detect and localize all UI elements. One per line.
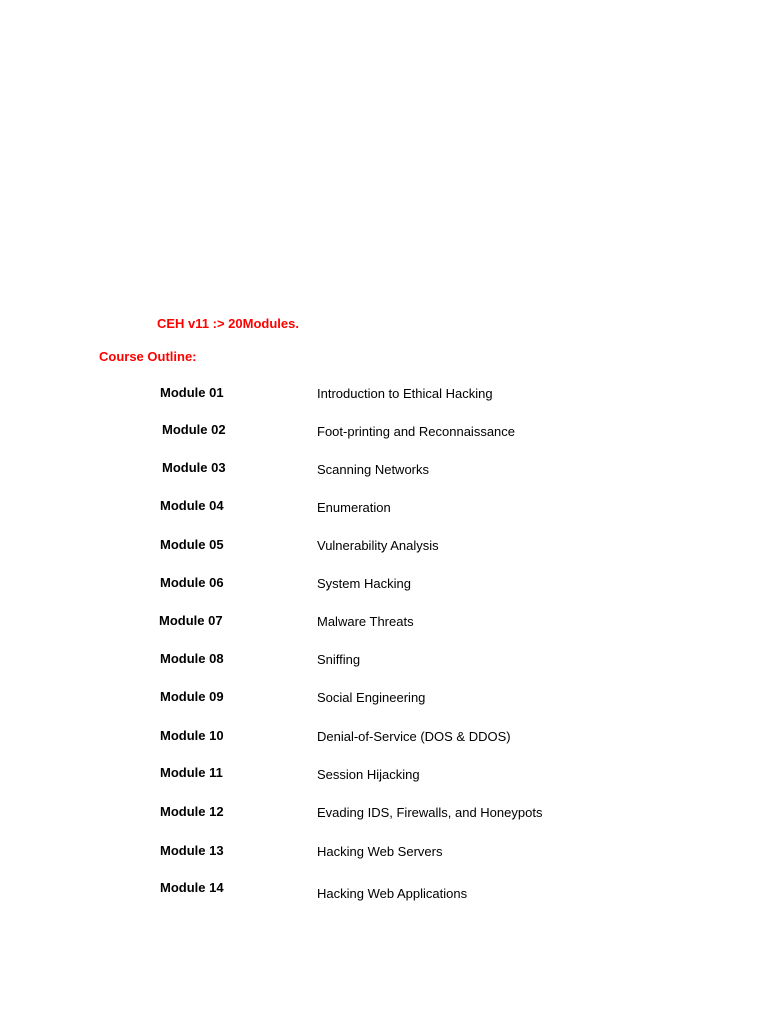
module-number: Module 01 (160, 385, 224, 400)
module-number: Module 04 (160, 498, 224, 513)
module-number: Module 07 (159, 613, 223, 628)
module-number: Module 03 (162, 460, 226, 475)
module-number: Module 12 (160, 804, 224, 819)
module-title: Foot-printing and Reconnaissance (317, 424, 516, 439)
module-row (0, 385, 768, 405)
module-title: Session Hijacking (317, 767, 420, 782)
module-number: Module 06 (160, 575, 224, 590)
module-row (0, 537, 768, 557)
module-row (0, 880, 768, 900)
module-number: Module 14 (160, 880, 224, 895)
module-number: Module 09 (160, 689, 224, 704)
module-row (0, 460, 768, 480)
module-title: Social Engineering (317, 690, 426, 705)
module-title: Denial-of-Service (DOS & DDOS) (317, 729, 511, 744)
module-title: Evading IDS, Firewalls, and Honeypots (317, 805, 543, 820)
module-row (0, 728, 768, 748)
module-row (0, 843, 768, 863)
module-row (0, 575, 768, 595)
module-title: Sniffing (317, 652, 361, 667)
module-title: Vulnerability Analysis (317, 538, 439, 553)
module-title: Hacking Web Servers (317, 844, 443, 859)
module-number: Module 13 (160, 843, 224, 858)
module-title: Scanning Networks (317, 462, 429, 477)
module-number: Module 10 (160, 728, 224, 743)
course-outline-label: Course Outline: (99, 349, 197, 364)
document-title: CEH v11 :> 20Modules. (157, 316, 299, 331)
module-title: System Hacking (317, 576, 411, 591)
module-title: Malware Threats (317, 614, 414, 629)
module-number: Module 08 (160, 651, 224, 666)
module-number: Module 02 (162, 422, 226, 437)
module-number: Module 11 (160, 765, 223, 780)
module-row (0, 498, 768, 518)
module-row (0, 651, 768, 671)
module-title: Introduction to Ethical Hacking (317, 386, 493, 401)
module-row (0, 765, 768, 785)
module-title: Hacking Web Applications (317, 886, 468, 901)
module-title: Enumeration (317, 500, 391, 515)
module-row (0, 422, 768, 442)
module-row (0, 613, 768, 633)
module-row (0, 689, 768, 709)
module-row (0, 804, 768, 824)
module-number: Module 05 (160, 537, 224, 552)
